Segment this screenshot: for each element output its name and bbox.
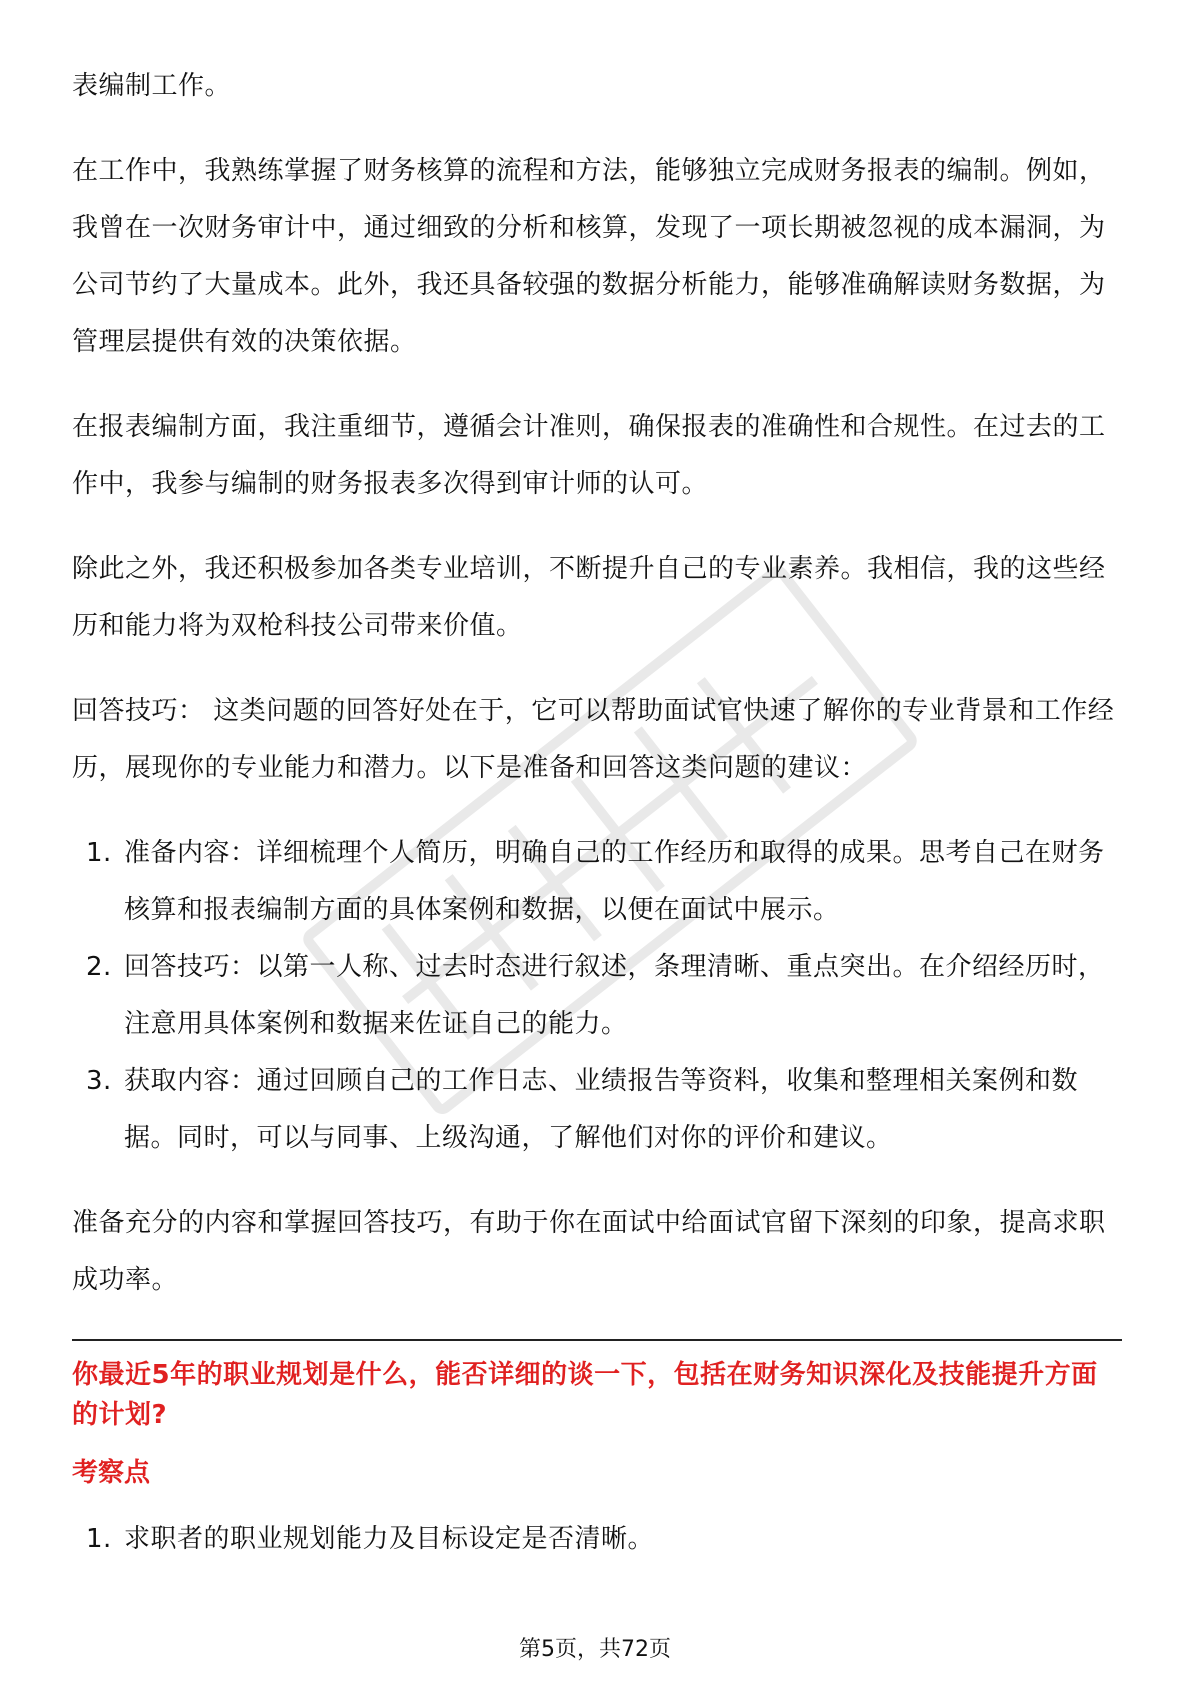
list-number: 3. xyxy=(86,1066,112,1096)
paragraph-closing: 准备充分的内容和掌握回答技巧，有助于你在面试中给面试官留下深刻的印象，提高求职成功率。 xyxy=(72,1208,1106,1295)
list-number: 2. xyxy=(86,952,112,982)
section-divider xyxy=(72,1339,1122,1341)
list-text: 获取内容：通过回顾自己的工作日志、业绩报告等资料，收集和整理相关案例和数据。同时，可以与同事、上级沟通，了解他们对你的评价和建议。 xyxy=(124,1066,1079,1153)
list-text: 回答技巧：以第一人称、过去时态进行叙述，条理清晰、重点突出。在介绍经历时，注意用具体案例和数据来佐证自己的能力。 xyxy=(124,952,1105,1039)
section-heading-assessment-points: 考察点 xyxy=(72,1458,151,1488)
paragraph-reporting: 在报表编制方面，我注重细节，遵循会计准则，确保报表的准确性和合规性。在过去的工作中，我参与编制的财务报表多次得到审计师的认可。 xyxy=(72,412,1106,499)
paragraph-continuation: 表编制工作。 xyxy=(72,71,232,101)
list-item xyxy=(72,1053,1122,1167)
assessment-points-list xyxy=(72,1511,1122,1568)
list-item xyxy=(72,939,1122,1053)
list-text: 准备内容：详细梳理个人简历，明确自己的工作经历和取得的成果。思考自己在财务核算和报表编制方面的具体案例和数据，以便在面试中展示。 xyxy=(124,838,1105,925)
document-content xyxy=(72,58,1122,1568)
tips-list xyxy=(72,825,1122,1167)
question-heading: 你最近5年的职业规划是什么，能否详细的谈一下，包括在财务知识深化及技能提升方面的计划? xyxy=(72,1360,1098,1430)
list-text: 求职者的职业规划能力及目标设定是否清晰。 xyxy=(124,1524,655,1554)
list-number: 1. xyxy=(86,1524,112,1554)
list-item xyxy=(72,825,1122,939)
list-number: 1. xyxy=(86,838,112,868)
page-footer: 第5页，共72页 xyxy=(519,1637,671,1662)
paragraph-answer-tips: 回答技巧： 这类问题的回答好处在于，它可以帮助面试官快速了解你的专业背景和工作经历，展现你的专业能力和潜力。以下是准备和回答这类问题的建议： xyxy=(72,696,1115,783)
paragraph-experience: 在工作中，我熟练掌握了财务核算的流程和方法，能够独立完成财务报表的编制。例如，我曾在一次财务审计中，通过细致的分析和核算，发现了一项长期被忽视的成本漏洞，为公司节约了大量成本。此外，我还具备较强的数据分析能力，能够准确解读财务数据，为管理层提供有效的决策依据。 xyxy=(72,156,1106,357)
list-item xyxy=(72,1511,1122,1568)
paragraph-training: 除此之外，我还积极参加各类专业培训，不断提升自己的专业素养。我相信，我的这些经历和能力将为双枪科技公司带来价值。 xyxy=(72,554,1106,641)
